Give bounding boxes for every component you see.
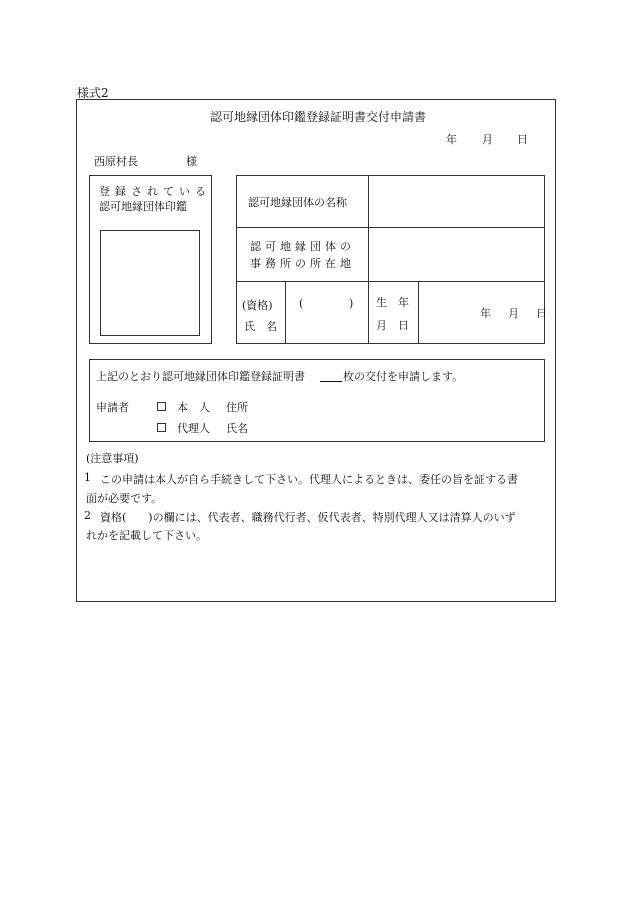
birth-label-line1: 生 年: [376, 296, 409, 309]
date-day-label: 日: [517, 133, 528, 146]
org-name-label: 認可地縁団体の名称: [248, 196, 347, 209]
date-month-label: 月: [482, 133, 493, 146]
qualification-label: (資格): [242, 299, 273, 312]
note-2-line1: 資格( )の欄には、代表者、職務代行者、仮代表者、特別代理人又は清算人のいず: [100, 511, 516, 524]
principal-checkbox[interactable]: [157, 402, 166, 411]
org-address-label-line2: 事務所の所在地: [250, 257, 355, 270]
seal-box-line1: 登録されている: [99, 185, 211, 198]
applicant-label: 申請者: [96, 401, 129, 414]
form-number: 様式2: [77, 86, 109, 100]
notes-heading: (注意事項): [86, 452, 139, 465]
birth-date-value[interactable]: 年 月 日: [480, 307, 550, 320]
org-address-field[interactable]: [369, 228, 544, 280]
principal-option-label: 本 人: [177, 401, 210, 414]
name-label: 氏 名: [244, 320, 277, 333]
seal-box-line2: 認可地縁団体印鑑: [99, 200, 187, 213]
table-row-divider: [236, 281, 545, 282]
note-1-line1: この申請は本人が自ら手続きして下さい。代理人によるときは、委任の旨を証する書: [100, 473, 518, 486]
note-2-number: 2: [84, 509, 91, 522]
org-name-field[interactable]: [369, 176, 544, 226]
table-column-divider: [418, 281, 419, 344]
address-field-label: 住所: [226, 401, 248, 414]
addressee-honorific: 様: [186, 155, 197, 168]
note-2-line2: れかを記載して下さい。: [86, 529, 207, 542]
birth-label-line2: 月 日: [376, 319, 409, 332]
date-year-label: 年: [446, 133, 457, 146]
org-address-label-line1: 認可地縁団体の: [250, 240, 355, 253]
form-title: 認可地縁団体印鑑登録証明書交付申請書: [210, 110, 427, 124]
agent-checkbox[interactable]: [157, 423, 166, 432]
note-1-line2: 面が必要です。: [86, 492, 163, 505]
qualification-paren-open: (: [299, 297, 304, 310]
agent-name-field-label: 氏名: [226, 422, 248, 435]
request-sentence-after: 枚の交付を申請します。: [343, 370, 464, 383]
addressee-name: 西原村長: [94, 155, 138, 168]
request-sentence-before: 上記のとおり認可地縁団体印鑑登録証明書: [96, 370, 305, 383]
qualification-paren-close: ): [349, 297, 354, 310]
table-column-divider: [368, 281, 369, 344]
seal-stamp-area[interactable]: [100, 230, 200, 336]
name-field[interactable]: [286, 282, 368, 343]
copies-count-underline[interactable]: [320, 381, 342, 382]
agent-option-label: 代理人: [177, 422, 210, 435]
note-1-number: 1: [84, 471, 91, 484]
